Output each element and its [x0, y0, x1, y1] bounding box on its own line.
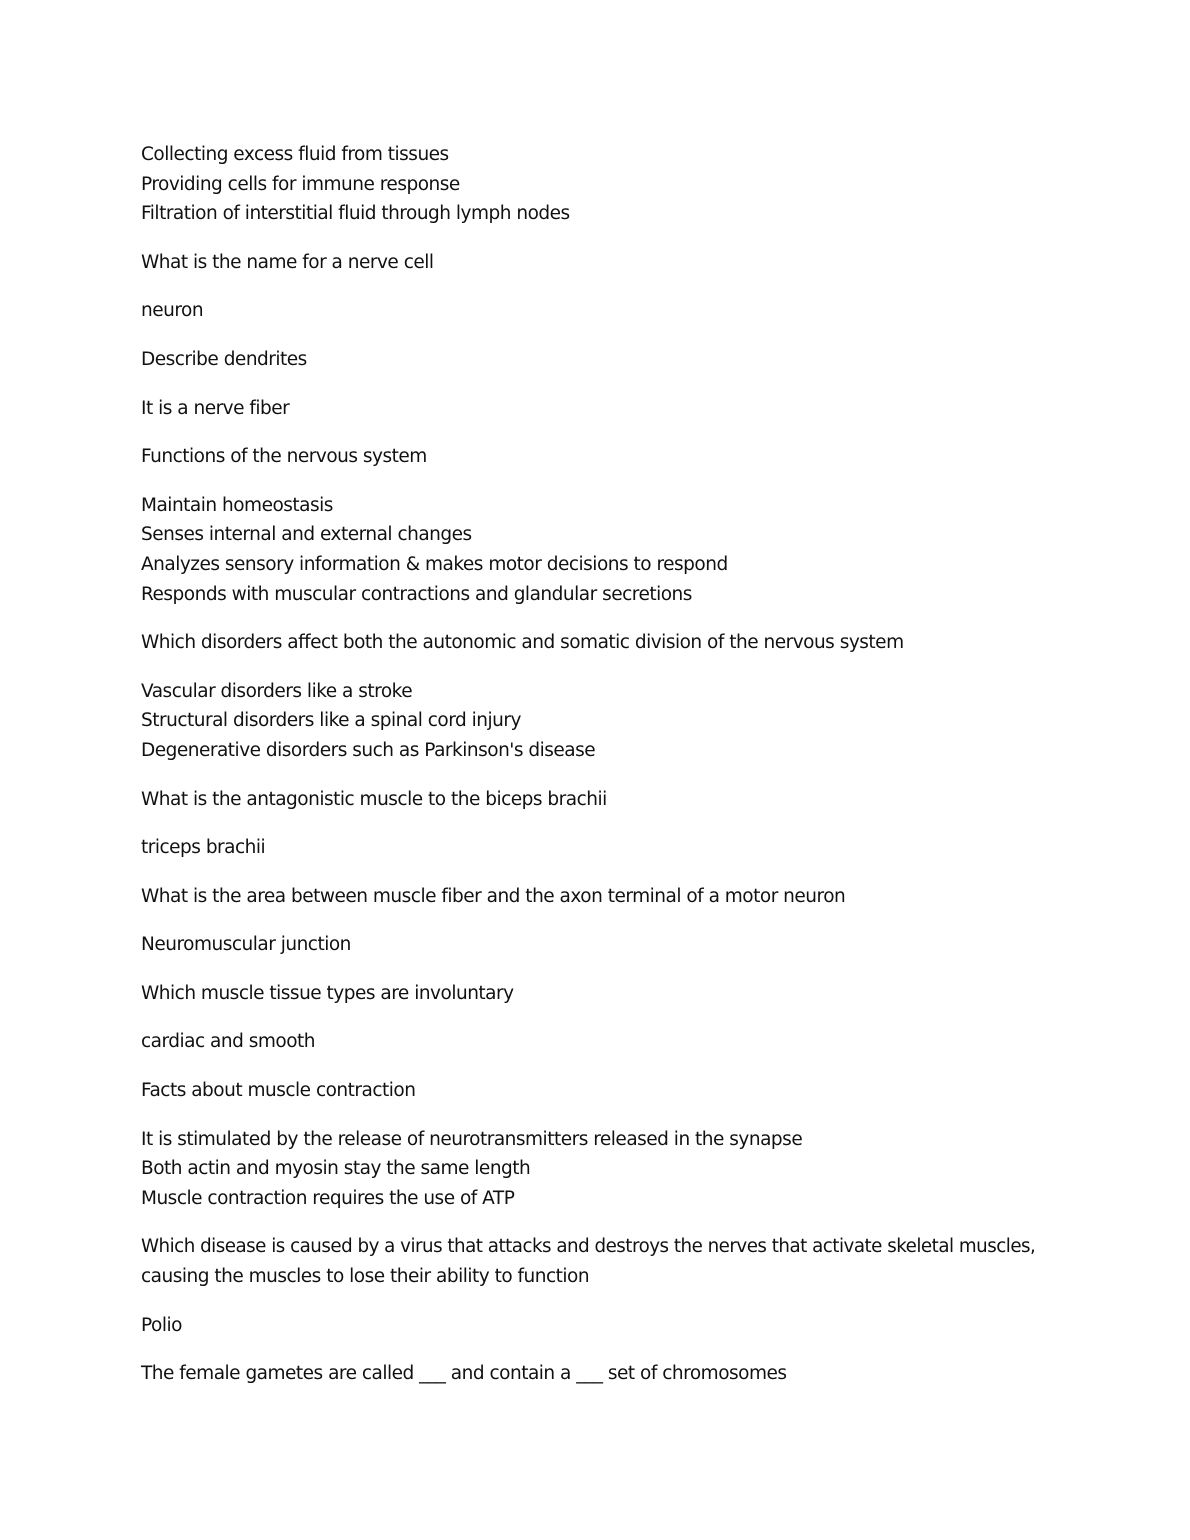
question-disorders: [141, 628, 1041, 658]
answer-polio: [141, 1311, 1041, 1341]
answer-disorders: [141, 677, 1041, 766]
text-line: Providing cells for immune response: [141, 173, 460, 195]
text-line: Which disorders affect both the autonomic and somatic division of the nervous system: [141, 632, 904, 654]
text-line: triceps brachii: [141, 837, 266, 859]
text-line: Neuromuscular junction: [141, 934, 351, 956]
answer-muscle-contraction: [141, 1125, 1041, 1214]
text-line: What is the antagonistic muscle to the biceps brachii: [141, 788, 607, 810]
text-line: Structural disorders like a spinal cord injury: [141, 710, 521, 732]
text-line: Polio: [141, 1314, 182, 1336]
text-line: Analyzes sensory information & makes motor decisions to respond: [141, 553, 728, 575]
text-line: Maintain homeostasis: [141, 494, 333, 516]
text-line: Functions of the nervous system: [141, 446, 427, 468]
document-page: [141, 140, 1041, 1408]
question-dendrites: [141, 345, 1041, 375]
answer-neuromuscular-junction: [141, 930, 1041, 960]
answer-dendrites: [141, 394, 1041, 424]
text-line: Which disease is caused by a virus that attacks and destroys the nerves that activate skeletal muscles,: [141, 1236, 1036, 1258]
text-line: neuron: [141, 300, 204, 322]
answer-cardiac-smooth: [141, 1027, 1041, 1057]
text-line: It is stimulated by the release of neurotransmitters released in the synapse: [141, 1128, 803, 1150]
answer-nervous-system-functions: [141, 491, 1041, 609]
text-line: Responds with muscular contractions and glandular secretions: [141, 583, 692, 605]
text-line: What is the name for a nerve cell: [141, 251, 434, 273]
text-line: Senses internal and external changes: [141, 524, 472, 546]
answer-triceps: [141, 833, 1041, 863]
text-line: Filtration of interstitial fluid through lymph nodes: [141, 203, 570, 225]
text-line: Facts about muscle contraction: [141, 1080, 416, 1102]
question-involuntary-muscle: [141, 979, 1041, 1009]
text-line: The female gametes are called ___ and contain a ___ set of chromosomes: [141, 1363, 787, 1385]
text-line: causing the muscles to lose their ability to function: [141, 1266, 590, 1288]
answer-neuron: [141, 296, 1041, 326]
answer-lymphatic-functions: [141, 140, 1041, 229]
text-line: Collecting excess fluid from tissues: [141, 144, 449, 165]
question-antagonistic-muscle: [141, 785, 1041, 815]
question-nerve-cell: [141, 248, 1041, 278]
text-line: Describe dendrites: [141, 348, 307, 370]
question-female-gametes: [141, 1359, 1041, 1389]
question-muscle-contraction: [141, 1076, 1041, 1106]
text-line: Both actin and myosin stay the same length: [141, 1158, 531, 1180]
text-line: Which muscle tissue types are involuntary: [141, 982, 514, 1004]
question-virus-disease: [141, 1232, 1041, 1291]
question-muscle-fiber-axon: [141, 882, 1041, 912]
text-line: Degenerative disorders such as Parkinson's disease: [141, 739, 596, 761]
text-line: What is the area between muscle fiber and the axon terminal of a motor neuron: [141, 885, 846, 907]
text-line: Vascular disorders like a stroke: [141, 680, 413, 702]
text-line: It is a nerve fiber: [141, 397, 290, 419]
text-line: Muscle contraction requires the use of ATP: [141, 1187, 515, 1209]
question-nervous-system-functions: [141, 442, 1041, 472]
text-line: cardiac and smooth: [141, 1031, 316, 1053]
